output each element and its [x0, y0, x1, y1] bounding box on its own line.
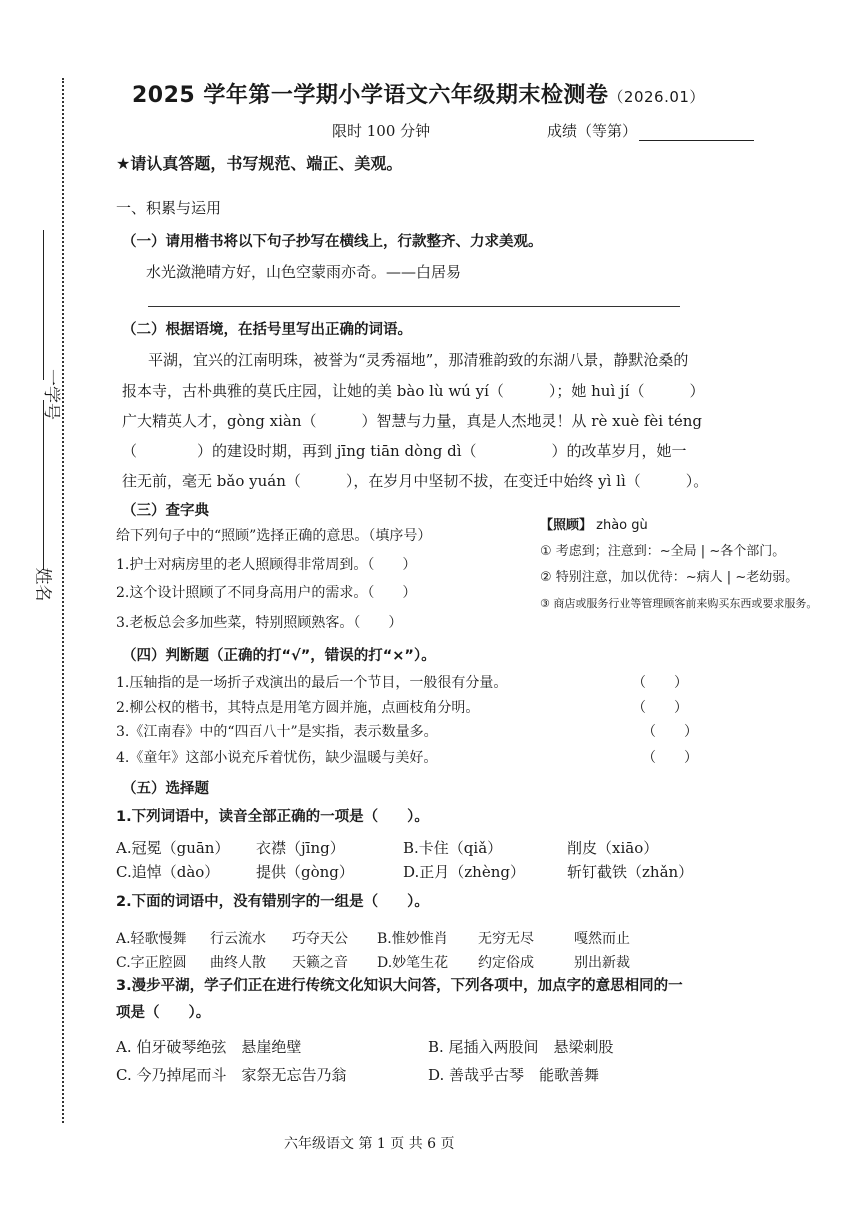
- score-label: 成绩（等第）: [547, 122, 638, 140]
- q5-2-optA-1: A.轻歌慢舞: [116, 931, 187, 947]
- q4-item-3: 3.《江南春》中的“四百八十”是实指，表示数量多。: [116, 724, 438, 740]
- q1-writing-line[interactable]: [148, 306, 680, 307]
- q5-2-optB-2: 无穷无尽: [478, 931, 534, 947]
- q5-2-optC-3: 天籁之音: [292, 955, 348, 971]
- q5-2-optD-2: 约定俗成: [478, 955, 534, 971]
- q3-heading: （三）查字典: [122, 503, 209, 519]
- time-limit: 限时 100 分钟: [332, 122, 431, 140]
- q3-item-1: 1.护士对病房里的老人照顾得非常周到。（ ）: [116, 557, 417, 573]
- q5-1-optB-2: 削皮（xiāo）: [567, 839, 659, 857]
- q5-1-optB-1: B.卡住（qiǎ）: [403, 839, 503, 857]
- q5-1-optD-2: 斩钉截铁（zhǎn）: [567, 863, 694, 881]
- q5-1-optD-1: D.正月（zhèng）: [403, 863, 525, 881]
- q5-1-optA-2: 衣襟（jīng）: [256, 839, 345, 857]
- q5-2-optB-1: B.惟妙惟肖: [377, 931, 448, 947]
- margin-label-name: 姓名: [32, 567, 53, 602]
- exam-date: （2026.01）: [608, 88, 705, 106]
- q4-blank-1[interactable]: （ ）: [632, 675, 688, 691]
- q4-blank-4[interactable]: （ ）: [642, 750, 698, 766]
- q5-2-optC-1: C.字正腔圆: [116, 955, 187, 971]
- q5-2-optD-3: 别出新裁: [574, 955, 630, 971]
- q5-2-optD-1: D.妙笔生花: [377, 955, 449, 971]
- dictionary-entry: [540, 513, 840, 617]
- q3-prompt: 给下列句子中的“照顾”选择正确的意思。（填序号）: [116, 528, 432, 544]
- q5-2-prompt: 2.下面的词语中，没有错别字的一组是（ ）。: [116, 894, 429, 910]
- q5-1-optC-2: 提供（gòng）: [256, 863, 354, 881]
- score-field[interactable]: [547, 120, 754, 141]
- q5-3-prompt-1: 3.漫步平湖，学子们正在进行传统文化知识大问答，下列各项中，加点字的意思相同的一: [116, 978, 683, 994]
- q5-3-optB: B. 尾插入两股间 悬梁刺股: [428, 1038, 614, 1056]
- q5-2-optA-2: 行云流水: [210, 931, 266, 947]
- q3-item-2: 2.这个设计照顾了不同身高用户的需求。（ ）: [116, 585, 417, 601]
- q4-item-2: 2.柳公权的楷书，其特点是用笔方圆并施，点画枝角分明。: [116, 700, 480, 716]
- q5-1-optC-1: C.追悼（dào）: [116, 863, 220, 881]
- section-heading: 一、积累与运用: [116, 199, 222, 217]
- q2-line-2: 报本寺，古朴典雅的莫氏庄园，让她的美 bào lù wú yí（ ）；她 huì jí（ ）: [122, 382, 705, 400]
- q5-2-optA-3: 巧夺天公: [292, 931, 348, 947]
- q4-blank-3[interactable]: （ ）: [642, 724, 698, 740]
- dict-def-2: ② 特别注意，加以优待：~病人 | ~老幼弱。: [540, 570, 799, 585]
- q4-item-4: 4.《童年》这部小说充斥着忧伤，缺少温暖与美好。: [116, 750, 438, 766]
- q5-2-optC-2: 曲终人散: [210, 955, 266, 971]
- margin-label-id: 一学号: [41, 369, 61, 420]
- q2-line-1: 平湖，宜兴的江南明珠，被誉为“灵秀福地”，那清雅韵致的东湖八景，静默沧桑的: [148, 351, 689, 369]
- notice: ★请认真答题，书写规范、端正、美观。: [116, 154, 403, 173]
- margin-name-line: [43, 230, 44, 380]
- q5-3-optC: C. 今乃掉尾而斗 家祭无忘告乃翁: [116, 1066, 347, 1084]
- dict-def-1: ① 考虑到；注意到：~全局 | ~各个部门。: [540, 544, 786, 559]
- q4-blank-2[interactable]: （ ）: [632, 700, 688, 716]
- q4-heading: （四）判断题（正确的打“√”，错误的打“×”）。: [122, 648, 436, 664]
- q5-1-optA-1: A.冠冕（guān）: [116, 839, 230, 857]
- q4-item-1: 1.压轴指的是一场折子戏演出的最后一个节目，一般很有分量。: [116, 675, 508, 691]
- q5-3-prompt-2: 项是（ ）。: [116, 1005, 211, 1021]
- score-blank[interactable]: [639, 126, 754, 141]
- dict-def-3: ③ 商店或服务行业等管理顾客前来购买东西或要求服务。: [540, 597, 818, 610]
- page-footer: 六年级语文 第 1 页 共 6 页: [284, 1136, 455, 1152]
- binding-dotted-line: [62, 78, 64, 1123]
- exam-title: [132, 78, 792, 109]
- dict-head: 【照顾】: [540, 518, 593, 533]
- q5-3-optD: D. 善哉乎古琴 能歌善舞: [428, 1066, 600, 1084]
- q2-line-4: （ ）的建设时期，再到 jīng tiān dòng dì（ ）的改革岁月，她一: [122, 442, 687, 460]
- q5-2-optB-3: 嘎然而止: [574, 931, 630, 947]
- dict-pinyin: zhào gù: [596, 518, 648, 533]
- q2-line-5: 往无前，毫无 bǎo yuán（ ），在岁月中坚韧不拔，在变迁中始终 yì lì（ ）。: [122, 472, 709, 490]
- q1-text: 水光潋滟晴方好，山色空蒙雨亦奇。——白居易: [146, 263, 462, 281]
- q2-line-3: 广大精英人才，gòng xiàn（ ）智慧与力量，真是人杰地灵！从 rè xuè fèi téng: [122, 412, 703, 430]
- q3-item-3: 3.老板总会多加些菜，特别照顾熟客。（ ）: [116, 615, 403, 631]
- title-text: 2025 学年第一学期小学语文六年级期末检测卷: [132, 83, 609, 108]
- q5-1-prompt: 1.下列词语中，读音全部正确的一项是（ ）。: [116, 809, 429, 825]
- q5-3-optA: A. 伯牙破琴绝弦 悬崖绝壁: [116, 1038, 302, 1056]
- margin-id-line: [43, 400, 44, 570]
- q1-prompt: （一）请用楷书将以下句子抄写在横线上，行款整齐、力求美观。: [122, 234, 543, 250]
- q2-prompt: （二）根据语境，在括号里写出正确的词语。: [122, 322, 412, 338]
- q5-heading: （五）选择题: [122, 781, 209, 797]
